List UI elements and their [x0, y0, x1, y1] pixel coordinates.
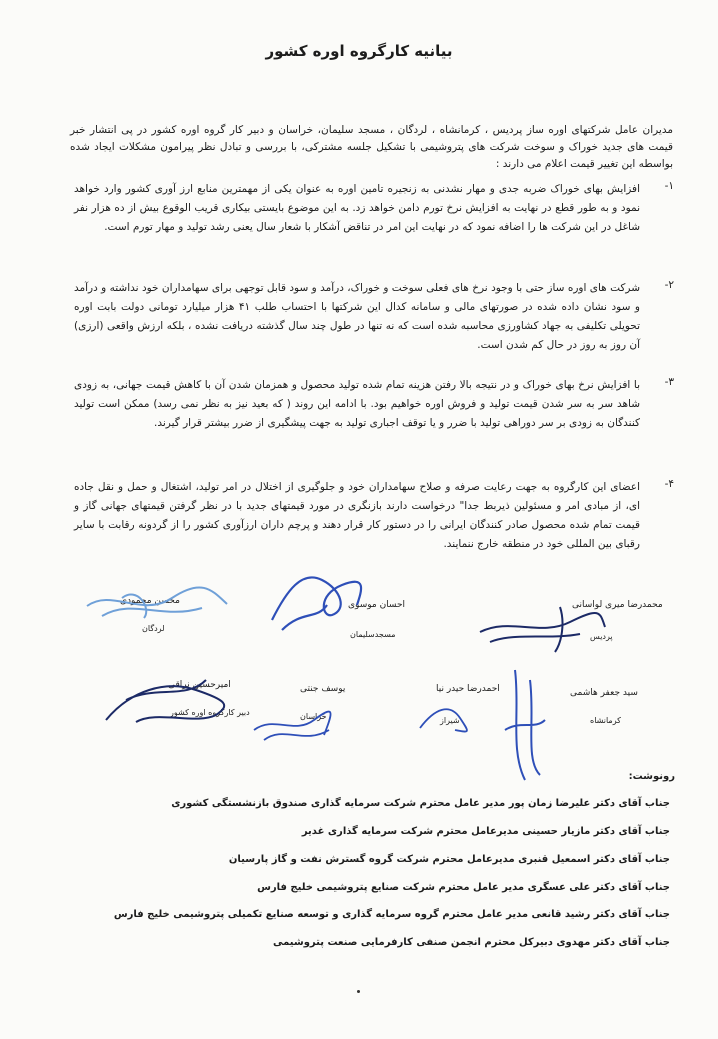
signatory-role: مسجدسلیمان — [350, 630, 396, 639]
signatory-name: محسن محمودی — [120, 596, 180, 606]
signatory-name: احسان موسوی — [348, 600, 406, 610]
signatory-name: امیرحسین نراقی — [168, 680, 231, 690]
signature-scribble-icon — [262, 560, 372, 640]
item-paragraph: افزایش بهای خوراک ضربه جدی و مهار نشدنی به زنجیره تامین اوره به عنوان یکی از مهمترین منابع ارز آوری کشور وارد خواهد نمود و به طور قطع در نهایت به افزایش نرخ تورم دامن خواهد زد. به این موضوع بایستی بیکاری قریب الوقوع بیش از ده هزار نفر شاغل در این شرکت ها را اضافه نمود که در نهایت این امر در تناقض آشکار با شعار سال یعنی رشد تولید و مهار تورم است. — [74, 183, 640, 233]
cc-line: جناب آقای دکتر علی عسگری مدیر عامل محترم شرکت صنایع پتروشیمی خلیج فارس — [257, 882, 670, 893]
signatory-role: پردیس — [590, 632, 613, 641]
item-paragraph: اعضای این کارگروه به جهت رعایت صرفه و صلاح سهامداران خود و جلوگیری از اختلال در امر تولید، اشتغال و حمل و نقل جاده ای، از مبادی امر و مسئولین ذیربط جدا" درخواست دارند بازنگری در مورد قیمتهای جدید با در نظر گرفتن قیمتهای جهانی گاز و قیمت تمام شده محصول صادر کنندگان ایرانی را در دستور کار قرار دهند و پرچم داران ارزآوری کشور را از گردونه رقابت با سایر رقبای بین المللی خود در منطقه خارج ننمایند. — [74, 481, 640, 550]
signatory-role: خراسان — [300, 712, 327, 721]
signature-scribble-icon — [82, 568, 232, 638]
intro-paragraph: مدیران عامل شرکتهای اوره ساز پردیس ، کرمانشاه ، لردگان ، مسجد سلیمان، خراسان و دبیر کار گروه اوره کشور در پی انتشار خبر قیمت های جدید خوراک و سوخت شرکت های پتروشیمی با تشکیل جلسه مشترکی، با بررسی و تبادل نظر پیرامون مشکلات ایجاد شده بواسطه این تغییر قیمت اعلام می دارند : — [70, 124, 673, 170]
cc-line: جناب آقای دکتر اسمعیل قنبری مدیرعامل محترم شرکت گروه گسترش نفت و گاز پارسیان — [228, 854, 670, 865]
signatory-name: محمدرضا میری لواسانی — [572, 600, 663, 610]
item-number: ۲- — [664, 279, 674, 291]
item-paragraph: با افزایش نرخ بهای خوراک و در نتیجه بالا رفتن هزینه تمام شده تولید محصول و همزمان شدن آن با کاهش قیمت جهانی، به زودی شاهد سر به سر شدن قیمت تولید و فروش اوره خواهیم بود. با ادامه این روند ( که بعید نیز به نظر نمی رسد) ممکن است تولید کنندگان به زودی بر سر دوراهی تولید با ضرر و یا توقف اجباری تولید به جهت پیشگیری از ضرر بیشتر قرار گیرند. — [74, 379, 640, 429]
signature-scribble-icon — [244, 680, 344, 750]
signatory-role: کرمانشاه — [590, 716, 621, 725]
page-mark — [357, 990, 360, 993]
item-paragraph: شرکت های اوره ساز حتی با وجود نرخ های فعلی سوخت و خوراک، درآمد و سود قابل توجهی برای سهامداران خود نداشته و درآمد و سود نشان داده شده در صورتهای مالی و سامانه کدال این شرکتها با احتساب طلب ۴۱ هزار میلیارد تومانی دولت بابت اوره تحویلی تکلیفی به جهاد کشاورزی محاسبه شده است که نه تنها در طول چند سال گذشته دریافت نشده ، بلکه ارزش واقعی (ارزی) آن روز به روز در حال کم شدن است. — [74, 282, 641, 351]
signatory-role: شیراز — [440, 716, 460, 725]
item-number: ۱- — [664, 180, 674, 192]
cc-line: جناب آقای دکتر مازیار حسینی مدیرعامل محترم شرکت سرمایه گذاری غدیر — [301, 826, 670, 837]
signatory-name: یوسف جنتی — [300, 684, 346, 694]
signatory-role: لردگان — [142, 624, 165, 633]
cc-line: جناب آقای دکتر علیرضا زمان پور مدیر عامل محترم شرکت سرمایه گذاری صندوق بازنشستگی کشوری — [171, 798, 670, 809]
signatory-name: سید جعفر هاشمی — [570, 688, 638, 698]
page-title: بیانیه کارگروه اوره کشور — [265, 42, 453, 60]
item-number: ۳- — [664, 376, 674, 388]
signature-scribble-icon — [410, 688, 480, 738]
signatory-name: احمدرضا حیدر نیا — [436, 684, 500, 694]
cc-line: جناب آقای دکتر رشید قانعی مدیر عامل محترم گروه سرمایه گذاری و توسعه صنایع تکمیلی پتروشیمی خلیج فارس — [113, 909, 670, 920]
signatory-role: دبیر کارگروه اوره کشور — [170, 708, 250, 717]
cc-heading: رونوشت: — [628, 771, 675, 782]
signature-scribble-icon — [470, 592, 610, 662]
signature-scribble-icon — [96, 660, 236, 740]
cc-line: جناب آقای دکتر مهدوی دبیرکل محترم انجمن صنفی کارفرمایی صنعت پتروشیمی — [272, 937, 670, 948]
item-number: ۴- — [664, 478, 674, 490]
